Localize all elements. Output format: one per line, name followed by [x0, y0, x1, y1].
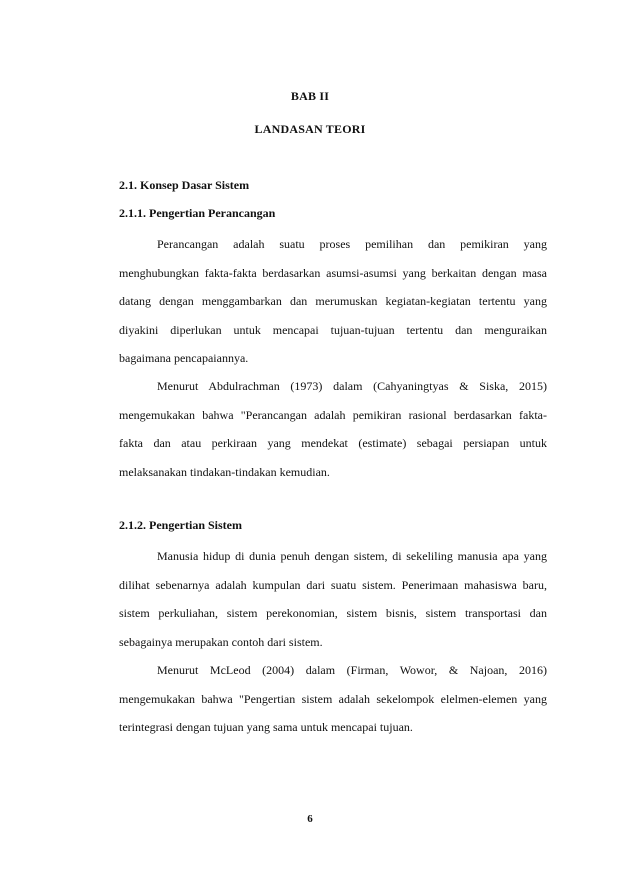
- page-number: 6: [307, 813, 313, 825]
- paragraph-perancangan-definition: [119, 230, 547, 373]
- paragraph-line: fakta dan atau perkiraan yang mendekat (estimate) sebagai persiapan untuk: [119, 436, 547, 450]
- paragraph-line: terintegrasi dengan tujuan yang sama untuk mencapai tujuan.: [119, 720, 413, 734]
- paragraph-sistem-intro: [119, 542, 547, 656]
- paragraph-line: Perancangan adalah suatu proses pemilihan dan pemikiran yang: [157, 237, 547, 251]
- paragraph-line: diyakini diperlukan untuk mencapai tujuan-tujuan tertentu dan menguraikan: [119, 322, 547, 337]
- paragraph-line: mengemukakan bahwa "Pengertian sistem adalah sekelompok elelmen-elemen yang: [119, 691, 547, 706]
- paragraph-line: dilihat sebenarnya adalah kumpulan dari suatu sistem. Penerimaan mahasiswa baru,: [119, 577, 547, 592]
- paragraph-line: melaksanakan tindakan-tindakan kemudian.: [119, 464, 330, 479]
- chapter-number: BAB II: [290, 89, 330, 103]
- paragraph-line: menghubungkan fakta-fakta berdasarkan asumsi-asumsi yang berkaitan dengan masa: [119, 265, 547, 280]
- section-heading-2-1-2: 2.1.2. Pengertian Sistem: [119, 518, 242, 532]
- section-heading-2-1-1: 2.1.1. Pengertian Perancangan: [119, 206, 276, 220]
- paragraph-line: sebagainya merupakan contoh dari sistem.: [119, 634, 323, 649]
- chapter-title: LANDASAN TEORI: [254, 122, 366, 136]
- paragraph-line: sistem perkuliahan, sistem perekonomian, sistem bisnis, sistem transportasi dan: [119, 606, 547, 620]
- paragraph-line: Menurut Abdulrachman (1973) dalam (Cahyaningtyas & Siska, 2015): [157, 379, 547, 393]
- paragraph-mcleod-quote: [119, 656, 547, 742]
- paragraph-line: Manusia hidup di dunia penuh dengan sistem, di sekeliling manusia apa yang: [157, 549, 547, 563]
- section-heading-2-1: 2.1. Konsep Dasar Sistem: [119, 178, 250, 192]
- paragraph-line: bagaimana pencapaiannya.: [119, 351, 249, 365]
- paragraph-line: Menurut McLeod (2004) dalam (Firman, Wowor, & Najoan, 2016): [157, 663, 547, 677]
- paragraph-abdulrachman-quote: [119, 372, 547, 486]
- paragraph-line: datang dengan menggambarkan dan merumuskan kegiatan-kegiatan tertentu yang: [119, 294, 547, 308]
- paragraph-line: mengemukakan bahwa "Perancangan adalah pemikiran rasional berdasarkan fakta-: [119, 407, 547, 422]
